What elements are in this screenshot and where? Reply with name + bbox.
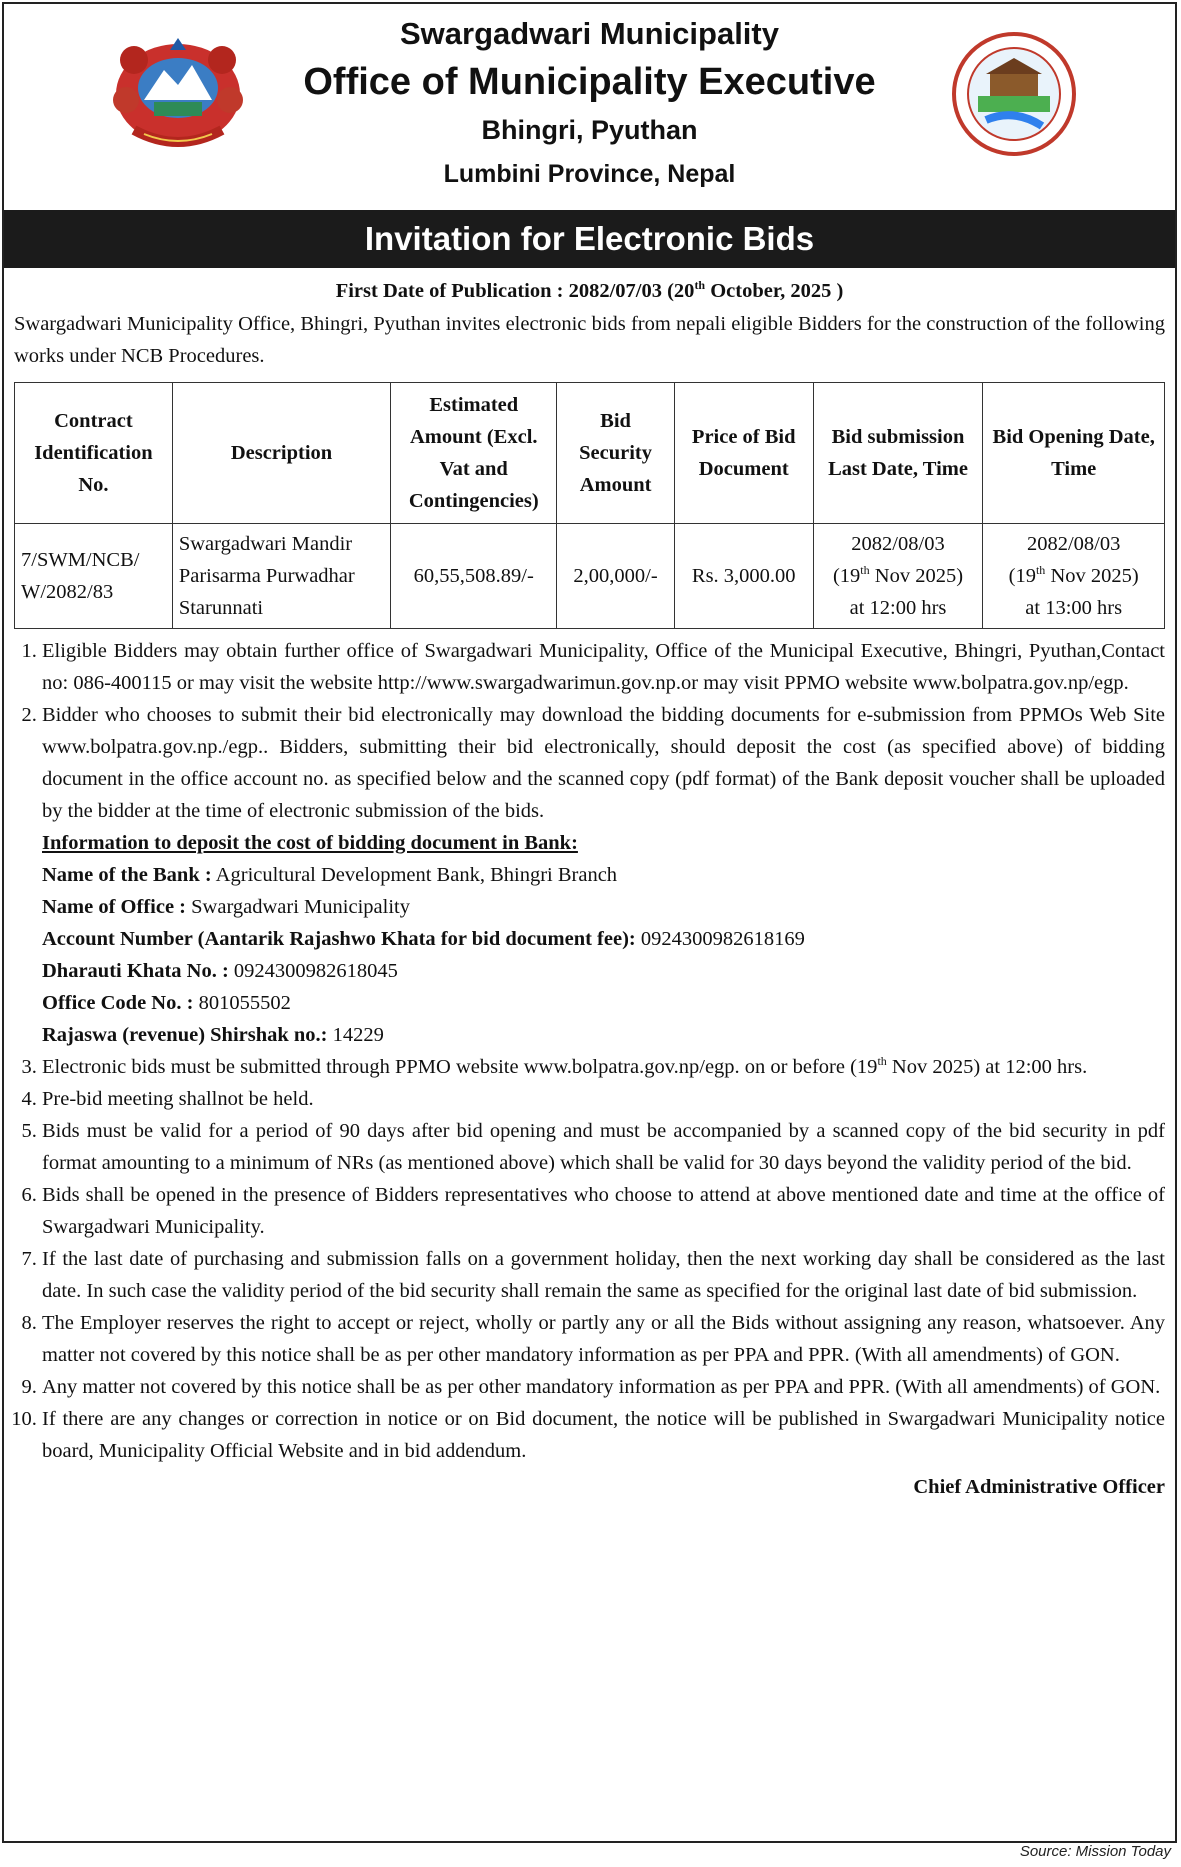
bank-info-heading: Information to deposit the cost of bidding document in Bank: [42,832,578,854]
col-header-description: Description [172,383,390,524]
submission-day-text: (19 [832,565,861,587]
notice-page [2,2,1177,1843]
office-code-line [42,987,1165,1019]
opening-day-rest: Nov 2025) [1045,565,1139,587]
submission-day-rest: Nov 2025) [869,565,964,587]
municipality-name: Swargadwari Municipality [400,16,779,51]
col-header-opening: Bid Opening Date, Time [983,383,1165,524]
office-name: Office of Municipality Executive [303,61,876,103]
notice-title: Invitation for Electronic Bids [4,210,1175,268]
rajaswa-label: Rajaswa (revenue) Shirshak no.: [42,1024,328,1046]
conditions-list [14,635,1165,827]
cell-estimated-amount: 60,55,508.89/- [391,524,557,629]
province-line: Lumbini Province, Nepal [443,160,736,188]
publication-date [14,274,1165,308]
submission-date: 2082/08/03 [851,533,945,555]
list-item: 8. The Employer reserves the right to accept or reject, wholly or partly any or all the Bids without assigning any reason, whatsoever. Any matter not covered by this notice shall be as per other mandatory information as per PPA and PPR. (With all amendments) of GON. [42,1307,1165,1371]
list-item: 2. Bidder who chooses to submit their bid electronically may download the bidding documents for e-submission from PPMOs Web Site www.bolpatra.gov.np./egp.. Bidders, submitting their bid electronically, should deposit the cost (as specified above) of bidding document in the office account no. as specified below and the scanned copy (pdf format) of the Bank deposit voucher shall be uploaded by the bidder at the time of electronic submission of the bids. [42,699,1165,827]
bank-name-value: Agricultural Development Bank, Bhingri Branch [211,864,618,886]
notice-header [4,4,1175,210]
cell-submission [813,524,983,629]
office-code-value: 801055502 [193,992,291,1014]
list-item: 9. Any matter not covered by this notice shall be as per other mandatory information as per PPA and PPR. (With all amendments) of GON. [42,1371,1165,1403]
source-credit: Source: Mission Today [1019,1843,1171,1860]
conditions-list-continued [14,1051,1165,1467]
rajaswa-value: 14229 [327,1024,384,1046]
dharauti-line [42,955,1165,987]
office-name-label: Name of Office : [42,896,187,918]
table-row [15,524,1165,629]
opening-date: 2082/08/03 [1026,533,1121,555]
dharauti-label: Dharauti Khata No. : [42,960,229,982]
publication-date-text: First Date of Publication : 2082/07/03 (20 [335,280,695,302]
opening-day [989,560,1158,592]
bank-name-line [42,859,1165,891]
bank-info [42,827,1165,1051]
point3-text: Electronic bids must be submitted through PPMO website www.bolpatra.gov.np/egp. on or before (19 [42,1056,878,1078]
submission-time: at 12:00 hrs [849,597,947,619]
cell-opening [983,524,1165,629]
list-item: 1. Eligible Bidders may obtain further office of Swargadwari Municipality, Office of the Municipal Executive, Bhingri, Pyuthan,Contact no: 086-400115 or may visit the website http://www.swargadwarimun.gov.np.or may visit PPMO website www.bolpatra.gov.np/egp. [42,635,1165,699]
opening-day-sup: th [1035,563,1046,578]
list-item: 4. Pre-bid meeting shallnot be held. [42,1083,1165,1115]
publication-date-rest: October, 2025 ) [705,280,844,302]
cell-price: Rs. 3,000.00 [674,524,813,629]
opening-day-text: (19 [1008,565,1036,587]
bids-table [14,382,1165,629]
col-header-contract-id: Contract Identification No. [15,383,173,524]
point3-rest: Nov 2025) at 12:00 hrs. [886,1056,1088,1078]
list-item: 10. If there are any changes or correction in notice or on Bid document, the notice will be published in Swargadwari Municipality notice board, Municipality Official Website and in bid addendum. [42,1403,1165,1467]
account-number-value: 0924300982618169 [635,928,805,950]
cell-description: Swargadwari Mandir Parisarma Purwadhar Starunnati [172,524,390,629]
col-header-bid-security: Bid Security Amount [557,383,674,524]
point3-sup: th [877,1054,887,1069]
submission-day [820,560,977,592]
dharauti-value: 0924300982618045 [228,960,398,982]
table-header-row [15,383,1165,524]
rajaswa-line [42,1019,1165,1051]
col-header-price: Price of Bid Document [674,383,813,524]
account-number-line [42,923,1165,955]
list-item [42,1051,1165,1083]
list-item: 5. Bids must be valid for a period of 90 days after bid opening and must be accompanied by a scanned copy of the bid security in pdf format amounting to a minimum of NRs (as mentioned above) which shall be valid for 30 days beyond the validity period of the bid. [42,1115,1165,1179]
bank-name-label: Name of the Bank : [42,864,212,886]
list-item: 6. Bids shall be opened in the presence of Bidders representatives who choose to attend at above mentioned date and time at the office of Swargadwari Municipality. [42,1179,1165,1243]
cell-contract-id: 7/SWM/NCB/ W/2082/83 [15,524,173,629]
notice-body [14,268,1165,1503]
office-name-line [42,891,1165,923]
office-name-value: Swargadwari Municipality [186,896,410,918]
col-header-estimated-amount: Estimated Amount (Excl. Vat and Contingencies) [391,383,557,524]
intro-paragraph: Swargadwari Municipality Office, Bhingri, Pyuthan invites electronic bids from nepali eligible Bidders for the construction of the following works under NCB Procedures. [14,313,1165,367]
office-code-label: Office Code No. : [42,992,194,1014]
submission-day-sup: th [860,563,870,578]
cell-bid-security: 2,00,000/- [557,524,674,629]
location-line: Bhingri, Pyuthan [481,115,698,145]
list-item: 7. If the last date of purchasing and submission falls on a government holiday, then the next working day shall be considered as the last date. In such case the validity period of the bid security shall remain the same as specified for the original last date of bid submission. [42,1243,1165,1307]
opening-time: at 13:00 hrs [1025,597,1123,619]
publication-date-sup: th [694,278,706,293]
signatory-title: Chief Administrative Officer [913,1476,1165,1498]
account-number-label: Account Number (Aantarik Rajashwo Khata for bid document fee): [42,928,636,950]
col-header-submission: Bid submission Last Date, Time [813,383,983,524]
